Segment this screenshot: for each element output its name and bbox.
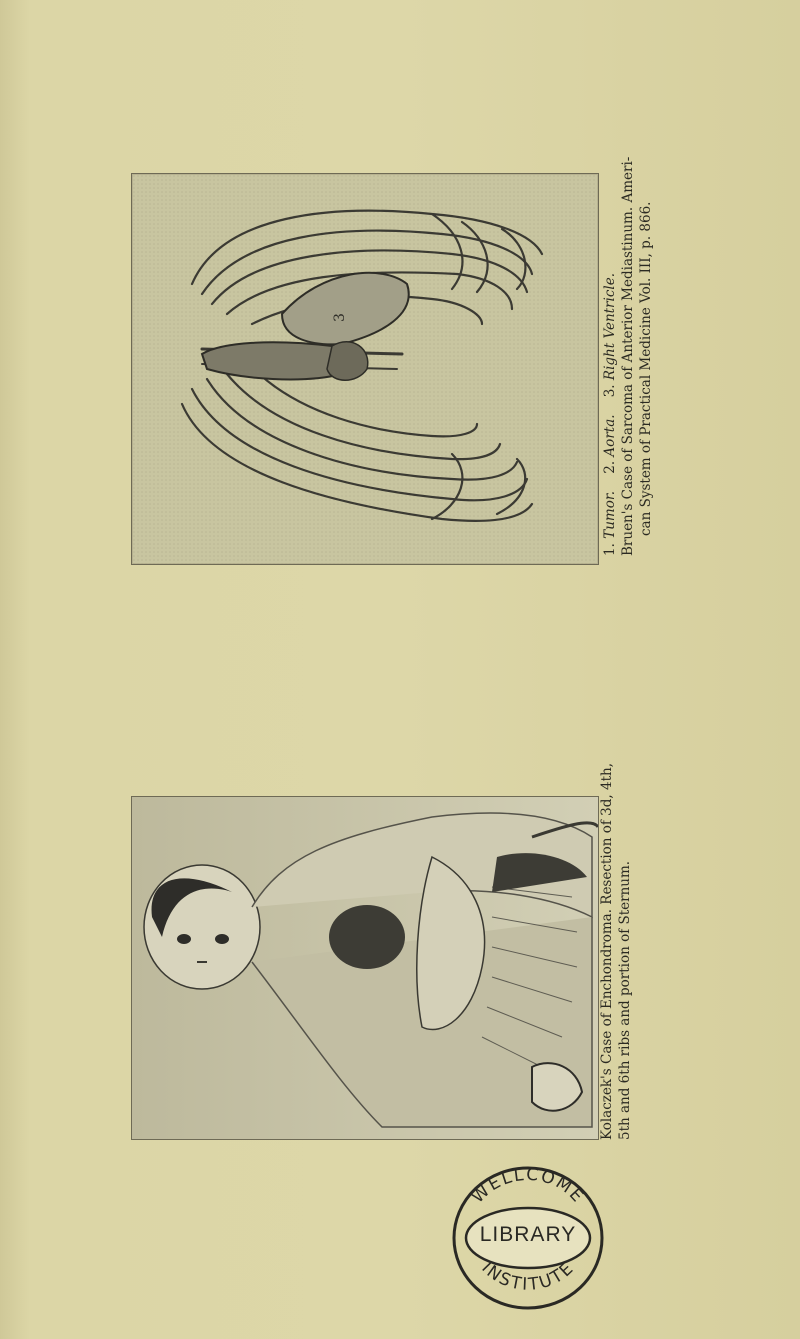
- rib-cage-diagram: [131, 173, 599, 565]
- legend-right-ventricle: Right Ventricle.: [602, 273, 618, 381]
- svg-text:WELLCOME: [468, 1165, 588, 1208]
- label-3: 3: [332, 313, 348, 322]
- legend-tumor: Tumor.: [602, 490, 618, 539]
- caption-line-2: 5th and 6th ribs and portion of Sternum.: [617, 860, 633, 1140]
- caption-sarcoma: [601, 157, 655, 556]
- stamp-library-label: LIBRARY: [479, 1223, 577, 1246]
- caption-line-2: can System of Practical Medicine Vol. III, p. 866.: [638, 201, 654, 536]
- legend-num-1: 1.: [602, 543, 618, 556]
- legend-num-2: 2.: [602, 460, 618, 474]
- rib-cage-drawing: [132, 174, 598, 564]
- patient-drawing: [132, 797, 598, 1139]
- caption-line-1: Bruen's Case of Sarcoma of Anterior Mediastinum. Ameri-: [620, 156, 636, 556]
- stamp-bottom-text: INSTITUTE: [477, 1257, 579, 1295]
- stamp-top-text: WELLCOME: [468, 1164, 589, 1208]
- caption-line-1: Kolaczek's Case of Enchondroma. Resection of 3d, 4th,: [599, 763, 615, 1140]
- legend-line: [601, 157, 619, 556]
- caption-enchondroma: [598, 763, 634, 1140]
- legend-aorta: Aorta.: [602, 414, 618, 457]
- legend-num-3: 3.: [602, 384, 618, 398]
- patient-illustration: [131, 796, 599, 1140]
